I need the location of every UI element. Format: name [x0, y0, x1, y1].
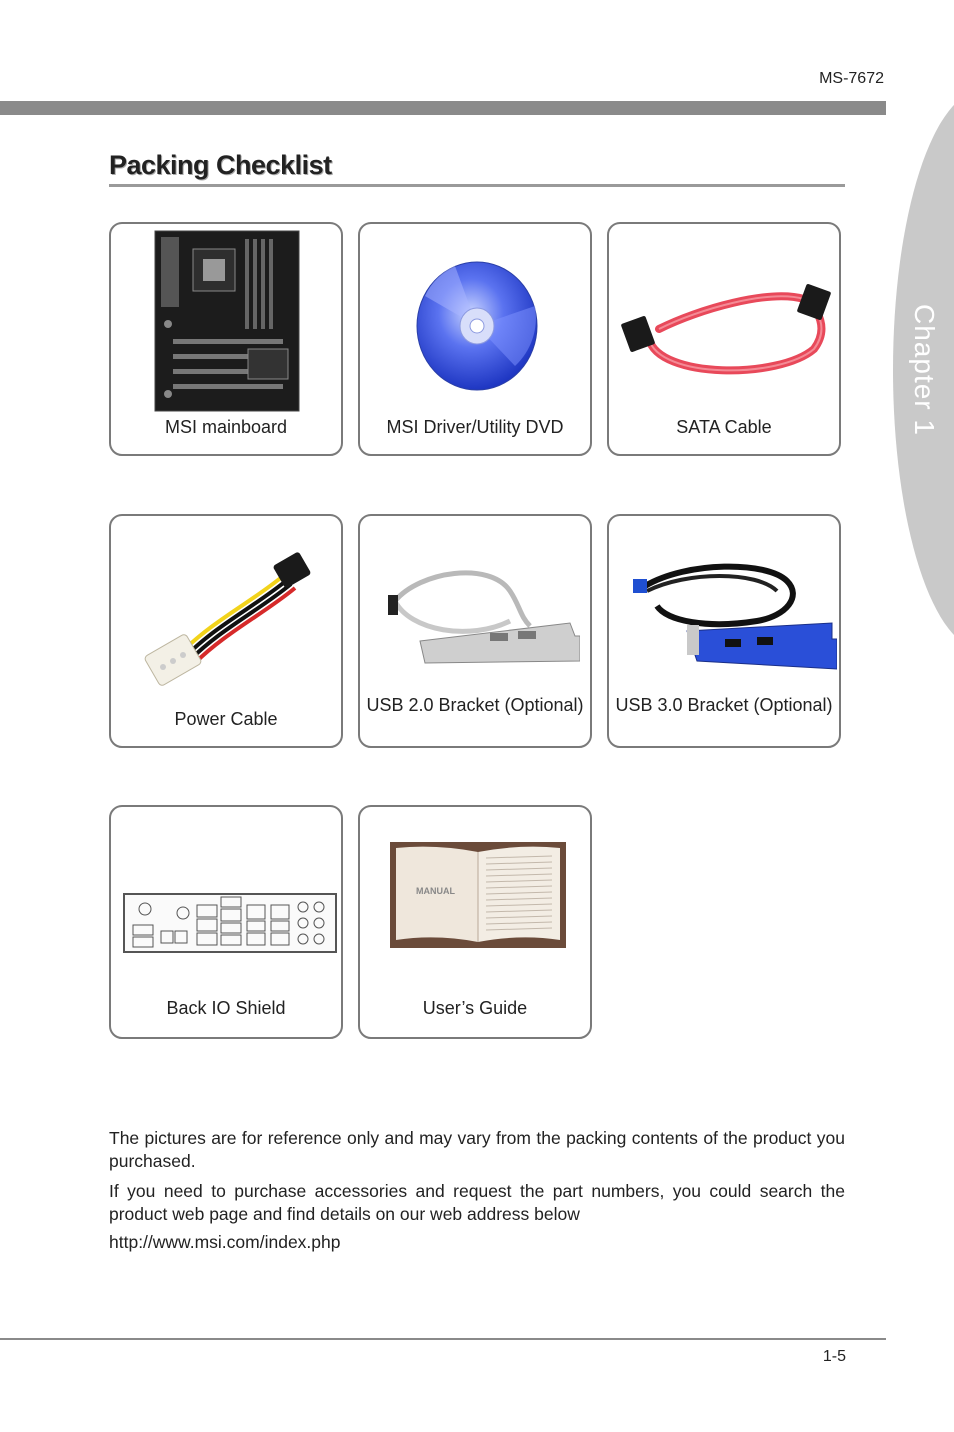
title-rule — [109, 184, 845, 187]
dvd-image — [415, 256, 539, 392]
chapter-tab-label: Chapter 1 — [909, 304, 940, 436]
item-card-power-cable — [109, 514, 343, 748]
notes — [109, 1127, 845, 1173]
msi-url-link[interactable]: http://www.msi.com/index.php — [109, 1232, 341, 1252]
item-label: MSI Driver/Utility DVD — [386, 417, 564, 437]
item-label: MSI mainboard — [164, 417, 288, 437]
manual-image — [390, 842, 566, 948]
io-shield-image — [123, 893, 337, 953]
notes-purchase — [109, 1180, 845, 1226]
item-card-usb2-bracket — [358, 514, 592, 748]
footer-rule — [0, 1338, 886, 1340]
item-card-mainboard — [109, 222, 343, 456]
item-card-usb3-bracket — [607, 514, 841, 748]
sata-cable-image — [619, 269, 833, 389]
item-card-sata-cable — [607, 222, 841, 456]
mainboard-image — [153, 229, 301, 413]
model-number: MS-7672 — [819, 70, 884, 87]
svg-text:MANUAL: MANUAL — [416, 886, 455, 896]
item-label: SATA Cable — [676, 417, 772, 437]
notes-url — [109, 1231, 845, 1254]
item-card-users-guide — [358, 805, 592, 1039]
item-label: USB 3.0 Bracket (Optional) — [615, 695, 833, 715]
item-label: USB 2.0 Bracket (Optional) — [366, 695, 584, 715]
usb3-bracket-image — [627, 561, 837, 676]
item-card-dvd — [358, 222, 592, 456]
item-card-io-shield — [109, 805, 343, 1039]
section-title: Packing Checklist — [109, 150, 332, 180]
item-label: Power Cable — [174, 709, 278, 729]
item-label: User’s Guide — [422, 998, 528, 1018]
note-reference: The pictures are for reference only and may vary from the packing contents of the product you purchased. — [109, 1128, 845, 1171]
header-bar — [0, 101, 886, 115]
page-number: 1-5 — [822, 1348, 846, 1365]
usb2-bracket-image — [380, 561, 580, 666]
note-purchase: If you need to purchase accessories and request the part numbers, you could search the product web page and find details on our web address below — [109, 1181, 845, 1224]
item-label: Back IO Shield — [166, 998, 286, 1018]
power-cable-image — [143, 551, 313, 691]
